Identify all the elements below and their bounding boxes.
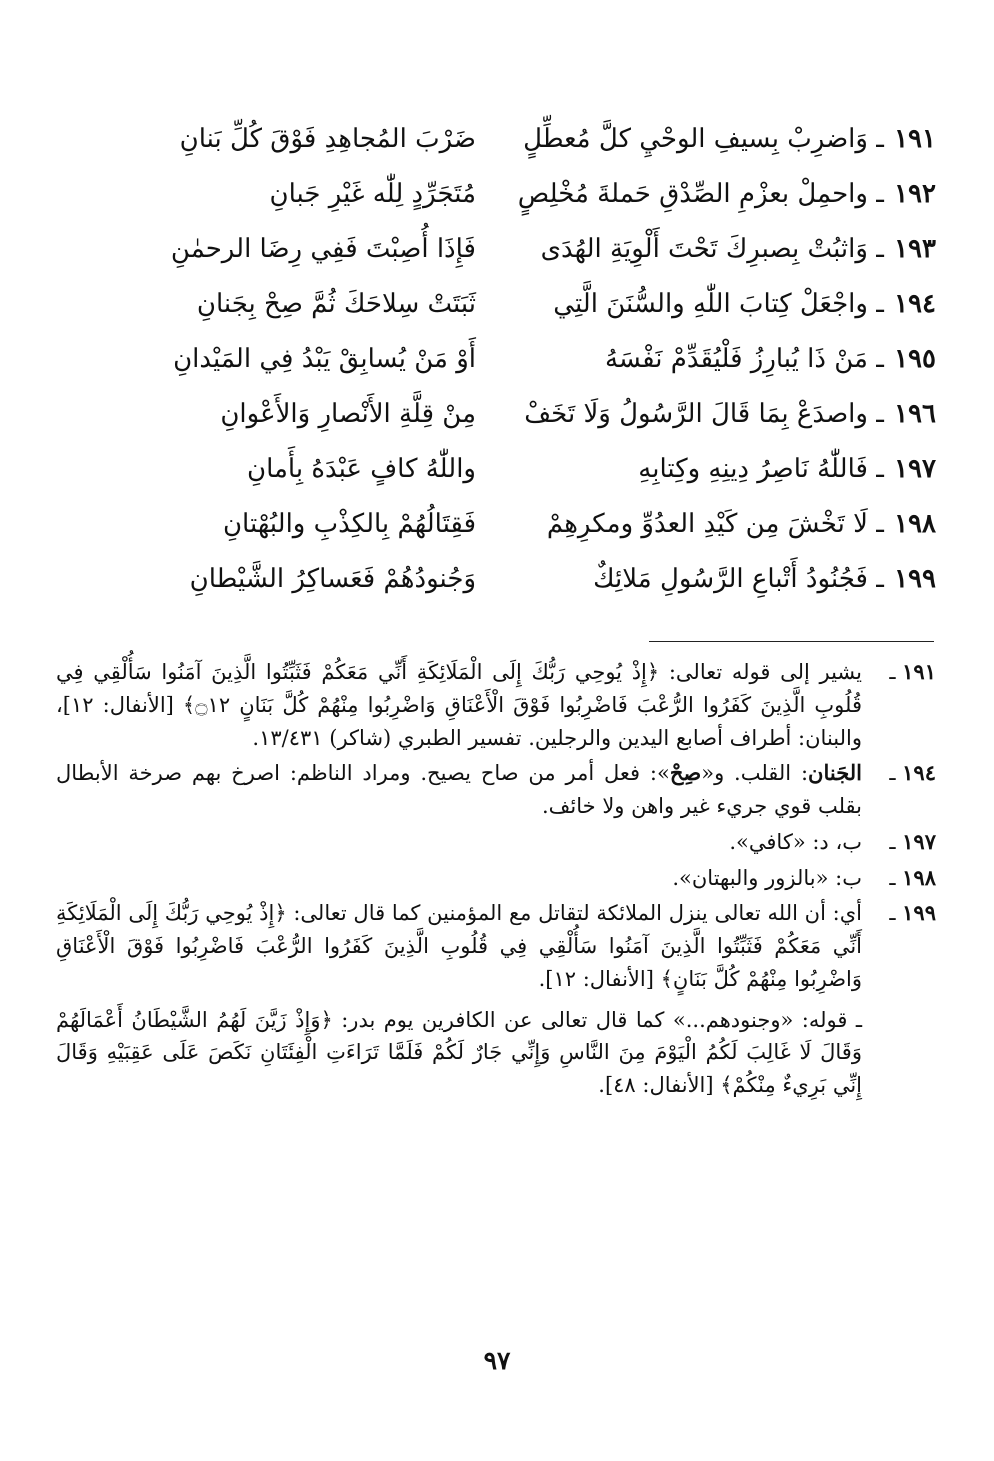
verse-number: ١٩٩ [894, 564, 936, 595]
footnote [56, 656, 936, 754]
verse-second-hemistich: ثَبَتَتْ سِلاحَكَ ثُمَّ صِحْ بِجَنانِ [196, 289, 476, 320]
verse-number: ١٩٣ [894, 234, 936, 265]
verse-line [78, 112, 936, 167]
footnote-text: يشير إلى قوله تعالى: ﴿إِذْ يُوحِي رَبُّكَ إِلَى الْمَلَائِكَةِ أَنِّي مَعَكُمْ فَثَبِّتُوا الَّذِينَ آمَنُوا سَأُلْقِي فِي قُلُوبِ الَّذِينَ كَفَرُوا الرُّعْبَ فَاضْرِبُوا فَوْقَ الْأَعْنَاقِ وَاضْرِبُوا مِنْهُمْ كُلَّ بَنَانٍ ۝١٢﴾ [الأنفال: ١٢]، والبنان: أطراف أصابع اليدين والرجلين. تفسير الطبري (شاكر) ١٣/٤٣١. [56, 660, 863, 750]
verse-line [78, 167, 936, 222]
verse-first-hemistich: ١٩٥ ـ مَنْ ذَا يُبارِزُ فَلْيُقَدِّمْ نَفْسَهُ [604, 344, 936, 375]
verse-number: ١٩٢ [894, 179, 936, 210]
verse-sadr-text: وَاثبُتْ بِصبرِكَ تَحْتَ أَلْوِيَةِ الهُدَى [540, 234, 868, 265]
verse-line [78, 497, 936, 552]
verse-number: ١٩٧ [894, 454, 936, 485]
footnotes [56, 656, 936, 1105]
footnote-text: ب: «بالزور والبهتان». [672, 865, 862, 890]
footnote-number: ١٩٩ ـ [862, 897, 936, 1102]
footnote-number: ١٩١ ـ [862, 656, 936, 754]
verse-number: ١٩٤ [894, 289, 936, 320]
verse-second-hemistich: مُتَجَرِّدٍ لِلّٰه غَيْرِ جَبانِ [269, 179, 476, 210]
footnote-term: صِحْ [669, 760, 702, 786]
footnote-text [56, 897, 862, 1102]
footnote-text-part: : القلب. و« [701, 761, 809, 786]
verse-first-hemistich: ١٩١ ـ وَاضرِبْ بِسيفِ الوحْيِ كلَّ مُعطِّلٍ [523, 124, 936, 155]
footnote [56, 897, 936, 1102]
footnote [56, 862, 936, 895]
footnote-number: ١٩٧ ـ [862, 826, 936, 859]
verse-line [78, 277, 936, 332]
verse-sadr-text: وَاضرِبْ بِسيفِ الوحْيِ كلَّ مُعطِّلٍ [523, 124, 868, 155]
verse-second-hemistich: فَإِذَا أُصِبْتَ فَفِي رِضَا الرحمٰنِ [170, 234, 476, 265]
verse-sadr-text: واحمِلْ بعزْمِ الصِّدْقِ حَملةَ مُخْلِصٍ [517, 179, 868, 210]
verse-first-hemistich: ١٩٢ ـ واحمِلْ بعزْمِ الصِّدْقِ حَملةَ مُخْلِصٍ [517, 179, 936, 210]
verse-first-hemistich: ١٩٩ ـ فَجُنُودُ أَتْباعِ الرَّسُولِ مَلائِكٌ [593, 564, 936, 595]
verse-list [78, 112, 936, 607]
footnote-text [56, 757, 862, 823]
verse-first-hemistich: ١٩٦ ـ واصدَعْ بِمَا قَالَ الرَّسُولُ وَلَا تَخَفْ [524, 399, 936, 430]
verse-line [78, 387, 936, 442]
verse-sadr-text: واجْعَلْ كِتابَ اللّٰهِ والسُّنَنَ الَّتِي [553, 289, 868, 320]
verse-second-hemistich: فَقِتَالُهُمْ بِالكِذْبِ والبُهْتانِ [222, 509, 476, 540]
verse-second-hemistich: وَجُنودُهُمْ فَعَساكِرُ الشَّيْطانِ [189, 564, 476, 595]
verse-sadr-text: لَا تَخْشَ مِن كَيْدِ العدُوِّ ومكرِهِمْ [546, 509, 868, 540]
footnote-number: ١٩٤ ـ [862, 757, 936, 823]
verse-line [78, 442, 936, 497]
verse-sadr-text: فَاللّٰهُ نَاصِرُ دِينِهِ وكِتابِهِ [638, 454, 868, 485]
verse-number: ١٩٨ [894, 509, 936, 540]
verse-second-hemistich: مِنْ قِلَّةِ الأَنْصارِ وَالأَعْوانِ [220, 399, 476, 430]
footnote-text-part: »: فعل أمر من صاح يصيح. ومراد الناظم: اصرخ بهم صرخة الأبطال بقلب قوي جريء غير واهن ولا خائف. [56, 761, 862, 818]
footnote-term: الجَنان [808, 760, 862, 786]
footnote-separator [649, 641, 934, 642]
footnote-paragraph: أي: أن الله تعالى ينزل الملائكة لتقاتل مع المؤمنين كما قال تعالى: ﴿إِذْ يُوحِي رَبُّكَ إِلَى الْمَلَائِكَةِ أَنِّي مَعَكُمْ فَثَبِّتُوا الَّذِينَ آمَنُوا سَأُلْقِي فِي قُلُوبِ الَّذِينَ كَفَرُوا الرُّعْبَ فَاضْرِبُوا فَوْقَ الْأَعْنَاقِ وَاضْرِبُوا مِنْهُمْ كُلَّ بَنَانٍ﴾ [الأنفال: ١٢]. [56, 901, 862, 991]
verse-second-hemistich: واللّٰهُ كافٍ عَبْدَهُ بِأَمانِ [246, 454, 476, 485]
verse-first-hemistich: ١٩٤ ـ واجْعَلْ كِتابَ اللّٰهِ والسُّنَنَ الَّتِي [553, 289, 936, 320]
verse-line [78, 222, 936, 277]
footnote-text: ب، د: «كافي». [729, 829, 862, 854]
verse-first-hemistich: ١٩٣ ـ وَاثبُتْ بِصبرِكَ تَحْتَ أَلْوِيَةِ الهُدَى [540, 234, 936, 265]
verse-sadr-text: واصدَعْ بِمَا قَالَ الرَّسُولُ وَلَا تَخَفْ [524, 399, 868, 430]
verse-first-hemistich: ١٩٨ ـ لَا تَخْشَ مِن كَيْدِ العدُوِّ ومكرِهِمْ [546, 509, 936, 540]
verse-line [78, 552, 936, 607]
footnote [56, 757, 936, 823]
verse-number: ١٩٦ [894, 399, 936, 430]
verse-sadr-text: مَنْ ذَا يُبارِزُ فَلْيُقَدِّمْ نَفْسَهُ [604, 344, 868, 375]
verse-second-hemistich: أَوْ مَنْ يُسابِقْ يَبْدُ فِي المَيْدانِ [173, 344, 476, 375]
verse-number: ١٩١ [894, 124, 936, 155]
verse-first-hemistich: ١٩٧ ـ فَاللّٰهُ نَاصِرُ دِينِهِ وكِتابِهِ [638, 454, 936, 485]
verse-sadr-text: فَجُنُودُ أَتْباعِ الرَّسُولِ مَلائِكٌ [593, 564, 868, 595]
page-number: ٩٧ [483, 1346, 511, 1375]
verse-line [78, 332, 936, 387]
footnote [56, 826, 936, 859]
verse-second-hemistich: ضَرْبَ المُجاهِدِ فَوْقَ كُلِّ بَنانِ [179, 124, 476, 155]
footnote-number: ١٩٨ ـ [862, 862, 936, 895]
footnote-continuation: ـ قوله: «وجنودهم...» كما قال تعالى عن الكافرين يوم بدر: ﴿وَإِذْ زَيَّنَ لَهُمُ الشَّيْطَانُ أَعْمَالَهُمْ وَقَالَ لَا غَالِبَ لَكُمُ الْيَوْمَ مِنَ النَّاسِ وَإِنِّي جَارٌ لَكُمْ فَلَمَّا تَرَاءَتِ الْفِئَتَانِ نَكَصَ عَلَى عَقِبَيْهِ وَقَالَ إِنِّي بَرِيءٌ مِنْكُمْ﴾ [الأنفال: ٤٨]. [56, 1007, 862, 1097]
verse-number: ١٩٥ [894, 344, 936, 375]
